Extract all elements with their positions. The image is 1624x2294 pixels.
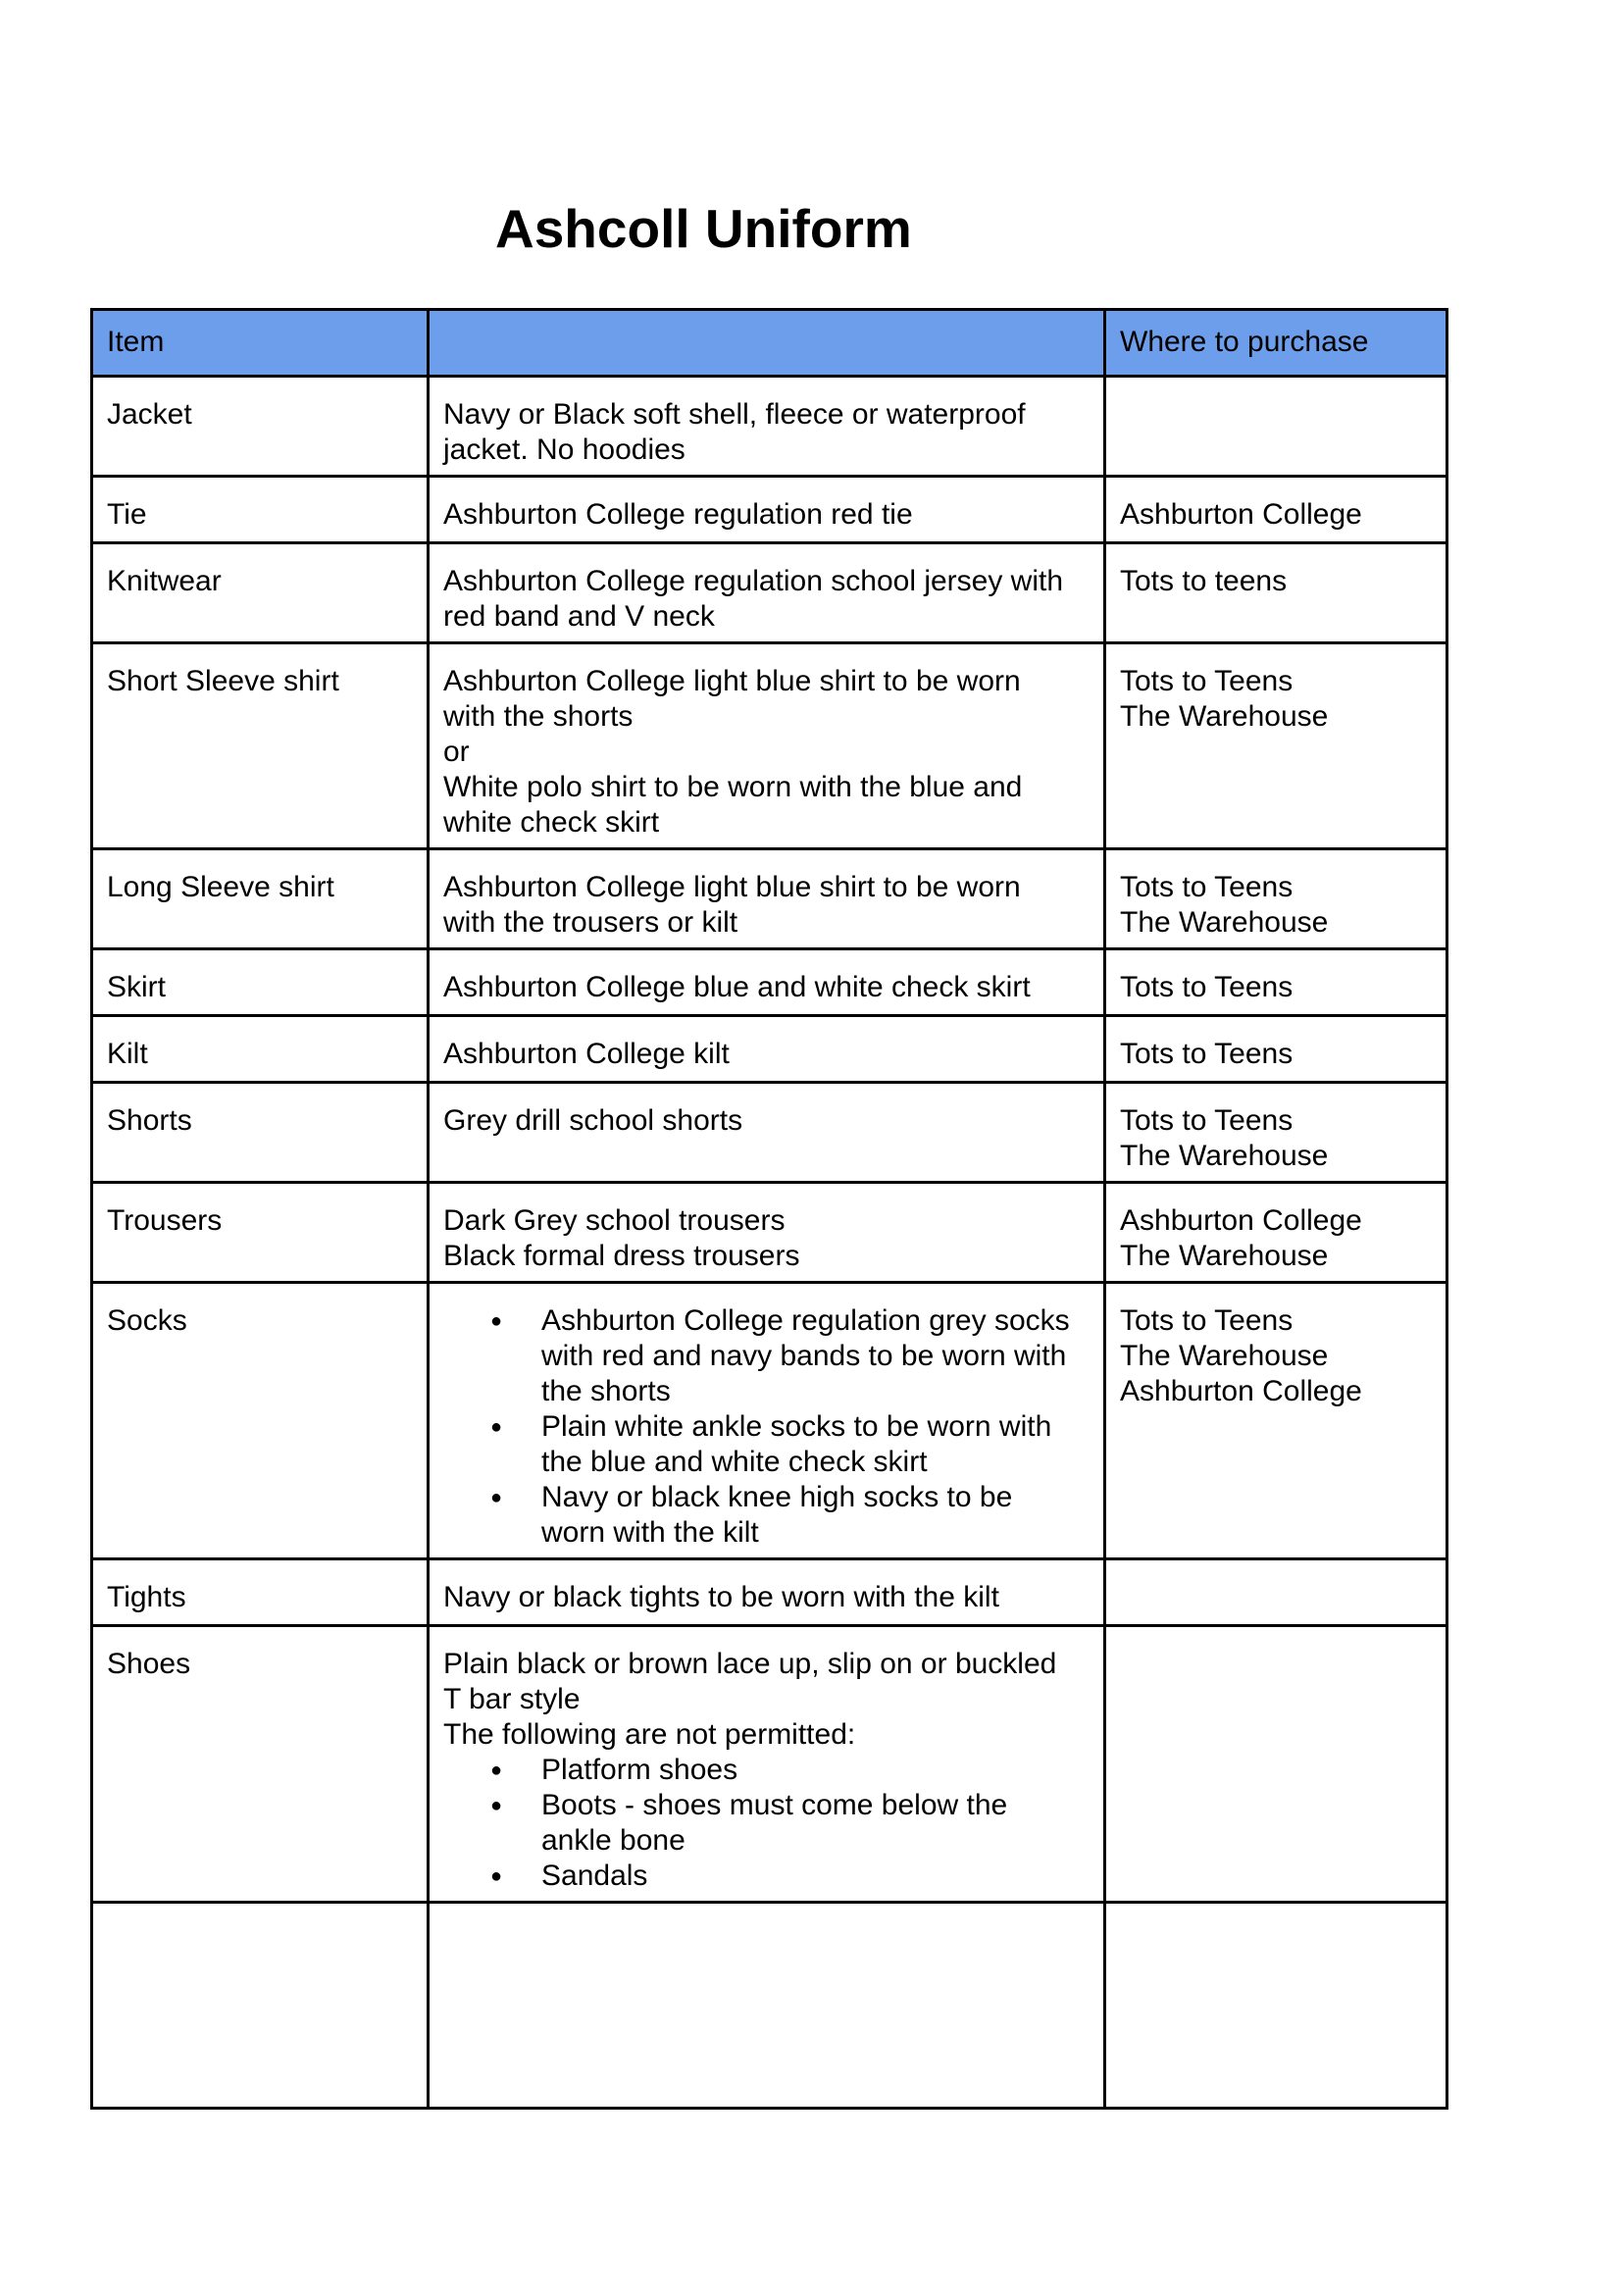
where-to-purchase-cell xyxy=(1105,543,1447,643)
description-line: Ashburton College light blue shirt to be worn xyxy=(443,665,1021,697)
description-line: Ashburton College regulation school jersey with xyxy=(443,565,1064,597)
item-cell xyxy=(92,1903,429,2109)
table-row xyxy=(92,377,1447,477)
description-cell xyxy=(429,1626,1105,1903)
page-title: Ashcoll Uniform xyxy=(495,198,912,259)
description-cell xyxy=(429,1183,1105,1283)
item-cell xyxy=(92,949,429,1016)
description-line: white check skirt xyxy=(443,806,660,839)
item-name: Shorts xyxy=(107,1104,192,1137)
store-name: Tots to Teens xyxy=(1120,1304,1294,1337)
bullet-line: ● Sandals xyxy=(541,1860,648,1892)
bullet-item xyxy=(541,1788,1090,1859)
description-line: White polo shirt to be worn with the blue and xyxy=(443,771,1023,803)
where-to-purchase-cell xyxy=(1105,849,1447,949)
bullet-line: ● Plain white ankle socks to be worn with xyxy=(541,1410,1052,1443)
description-cell xyxy=(429,477,1105,543)
where-to-purchase-cell xyxy=(1105,377,1447,477)
item-cell xyxy=(92,643,429,849)
description-cell xyxy=(429,949,1105,1016)
where-to-purchase-cell xyxy=(1105,1903,1447,2109)
description-cell xyxy=(429,1016,1105,1083)
item-cell xyxy=(92,1559,429,1626)
table-row xyxy=(92,643,1447,849)
description-line: red band and V neck xyxy=(443,600,715,633)
bullet-line: ● Navy or black knee high socks to be xyxy=(541,1481,1013,1513)
bullet-line: with red and navy bands to be worn with xyxy=(541,1340,1067,1372)
item-name: Short Sleeve shirt xyxy=(107,665,339,697)
item-name: Long Sleeve shirt xyxy=(107,871,334,903)
description-cell xyxy=(429,849,1105,949)
description-cell xyxy=(429,543,1105,643)
item-name: Kilt xyxy=(107,1038,148,1070)
store-name: Ashburton College xyxy=(1120,1375,1362,1407)
description-line: jacket. No hoodies xyxy=(443,433,685,466)
description-line: or xyxy=(443,736,470,768)
item-name: Tie xyxy=(107,498,147,531)
header-description xyxy=(429,310,1105,377)
where-to-purchase-cell xyxy=(1105,1559,1447,1626)
where-to-purchase-cell xyxy=(1105,1183,1447,1283)
store-name: The Warehouse xyxy=(1120,906,1329,939)
description-line: Ashburton College light blue shirt to be worn xyxy=(443,871,1021,903)
table-row xyxy=(92,1083,1447,1183)
where-to-purchase-cell xyxy=(1105,1083,1447,1183)
item-cell xyxy=(92,1626,429,1903)
store-name: Tots to Teens xyxy=(1120,1104,1294,1137)
table-row xyxy=(92,1626,1447,1903)
where-to-purchase-cell xyxy=(1105,643,1447,849)
description-line: Plain black or brown lace up, slip on or buckled xyxy=(443,1648,1057,1680)
bullet-item xyxy=(541,1409,1090,1480)
store-name: Tots to Teens xyxy=(1120,971,1294,1003)
bullet-item xyxy=(541,1753,1090,1788)
bullet-list xyxy=(443,1303,1090,1551)
store-name: Tots to Teens xyxy=(1120,665,1294,697)
table-row xyxy=(92,543,1447,643)
bullet-line: ● Platform shoes xyxy=(541,1754,738,1786)
description-line: Black formal dress trousers xyxy=(443,1240,800,1272)
description-line: Ashburton College kilt xyxy=(443,1038,730,1070)
description-line: Ashburton College regulation red tie xyxy=(443,498,913,531)
store-name: The Warehouse xyxy=(1120,1240,1329,1272)
item-cell xyxy=(92,1283,429,1559)
item-cell xyxy=(92,849,429,949)
table-row xyxy=(92,1016,1447,1083)
store-name: Tots to teens xyxy=(1120,565,1288,597)
item-name: Jacket xyxy=(107,398,192,431)
uniform-table xyxy=(90,308,1448,2110)
item-name: Tights xyxy=(107,1581,186,1613)
item-name: Skirt xyxy=(107,971,166,1003)
store-name: The Warehouse xyxy=(1120,700,1329,733)
bullet-item xyxy=(541,1303,1090,1409)
description-cell xyxy=(429,1283,1105,1559)
item-cell xyxy=(92,377,429,477)
table-row xyxy=(92,477,1447,543)
table-row xyxy=(92,949,1447,1016)
store-name: The Warehouse xyxy=(1120,1140,1329,1172)
description-cell xyxy=(429,1083,1105,1183)
bullet-line: worn with the kilt xyxy=(541,1516,759,1549)
table-row xyxy=(92,1183,1447,1283)
store-name: Ashburton College xyxy=(1120,1204,1362,1237)
item-name: Trousers xyxy=(107,1204,223,1237)
bullet-line: ankle bone xyxy=(541,1824,685,1857)
item-name: Shoes xyxy=(107,1648,191,1680)
bullet-line: ● Ashburton College regulation grey socks xyxy=(541,1304,1070,1337)
item-cell xyxy=(92,543,429,643)
description-line: with the trousers or kilt xyxy=(443,906,738,939)
description-line: Dark Grey school trousers xyxy=(443,1204,786,1237)
description-line: The following are not permitted: xyxy=(443,1718,856,1751)
where-to-purchase-cell xyxy=(1105,1283,1447,1559)
store-name: Tots to Teens xyxy=(1120,871,1294,903)
item-cell xyxy=(92,1016,429,1083)
where-to-purchase-cell xyxy=(1105,477,1447,543)
item-name: Socks xyxy=(107,1304,187,1337)
item-cell xyxy=(92,1083,429,1183)
description-cell xyxy=(429,1903,1105,2109)
store-name: The Warehouse xyxy=(1120,1340,1329,1372)
bullet-line: ● Boots - shoes must come below the xyxy=(541,1789,1008,1821)
header-where-to-purchase: Where to purchase xyxy=(1105,310,1447,377)
bullet-line: the blue and white check skirt xyxy=(541,1446,928,1478)
table-body xyxy=(92,310,1447,2109)
description-line: Navy or Black soft shell, fleece or waterproof xyxy=(443,398,1026,431)
item-name: Knitwear xyxy=(107,565,222,597)
store-name: Tots to Teens xyxy=(1120,1038,1294,1070)
bullet-item xyxy=(541,1480,1090,1551)
where-to-purchase-cell xyxy=(1105,1626,1447,1903)
table-row xyxy=(92,1559,1447,1626)
description-line: Navy or black tights to be worn with the kilt xyxy=(443,1581,999,1613)
description-cell xyxy=(429,643,1105,849)
bullet-item xyxy=(541,1859,1090,1894)
where-to-purchase-cell xyxy=(1105,949,1447,1016)
description-line: Ashburton College blue and white check skirt xyxy=(443,971,1031,1003)
bullet-list xyxy=(443,1753,1090,1894)
where-to-purchase-cell xyxy=(1105,1016,1447,1083)
table-row xyxy=(92,1903,1447,2109)
bullet-line: the shorts xyxy=(541,1375,671,1407)
description-line: Grey drill school shorts xyxy=(443,1104,743,1137)
header-item: Item xyxy=(92,310,429,377)
header-row xyxy=(92,310,1447,377)
item-cell xyxy=(92,477,429,543)
store-name: Ashburton College xyxy=(1120,498,1362,531)
item-cell xyxy=(92,1183,429,1283)
description-line: with the shorts xyxy=(443,700,634,733)
description-cell xyxy=(429,377,1105,477)
table-row xyxy=(92,1283,1447,1559)
description-cell xyxy=(429,1559,1105,1626)
description-line: T bar style xyxy=(443,1683,581,1715)
table-row xyxy=(92,849,1447,949)
